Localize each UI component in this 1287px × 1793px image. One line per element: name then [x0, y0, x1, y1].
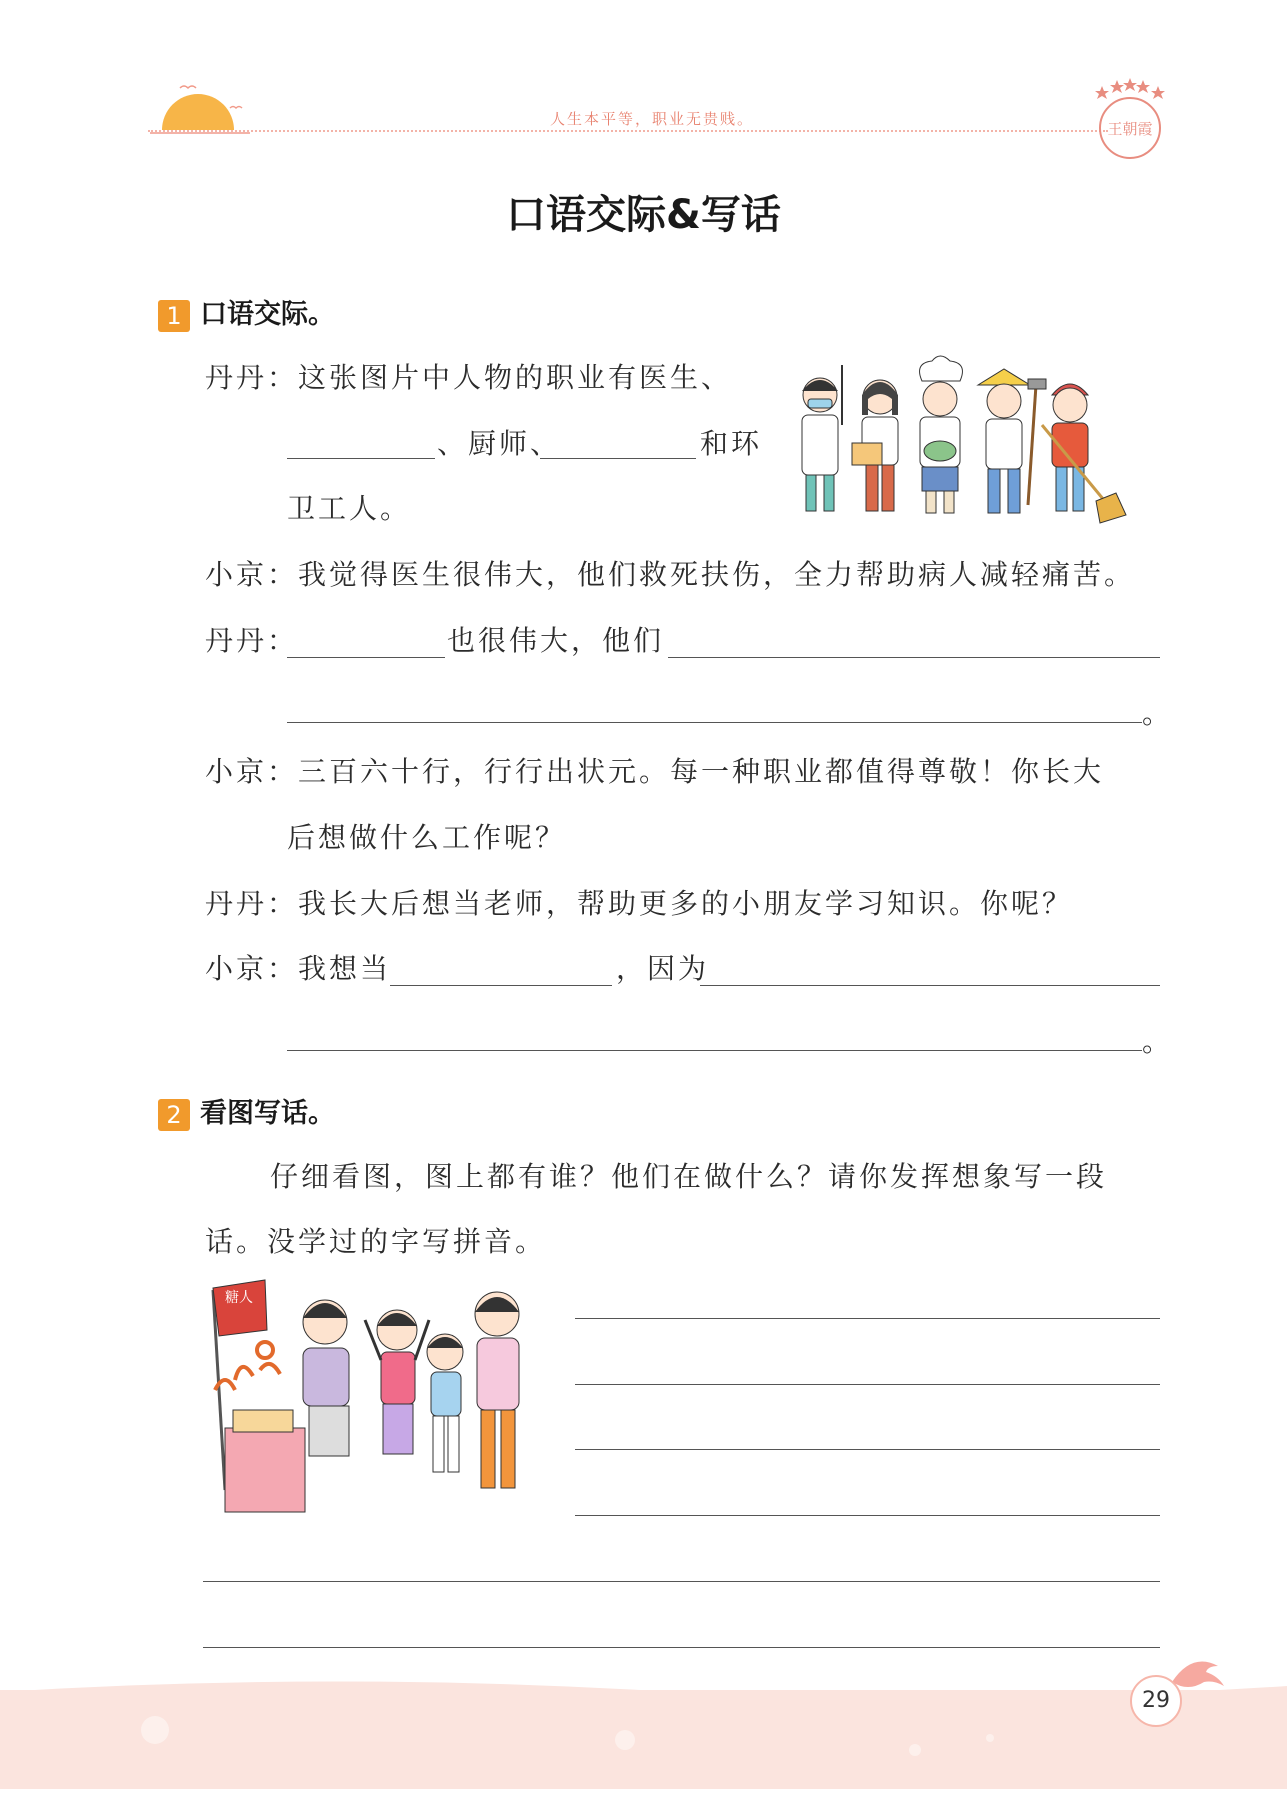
professions-illustration: [790, 355, 1150, 535]
section2-heading: [158, 1091, 335, 1131]
svg-text:糖人: 糖人: [225, 1290, 253, 1306]
writing-line[interactable]: [575, 1515, 1160, 1516]
answer-blank-reason-1-cont[interactable]: [287, 722, 1142, 723]
sugar-figure-scene-illustration: [205, 1270, 535, 1520]
speaker-label: 丹丹：: [205, 624, 299, 657]
dialogue-line: [205, 553, 1135, 593]
writing-line[interactable]: [575, 1318, 1160, 1319]
sanitation-worker-figure: [1042, 384, 1126, 523]
section2-number-badge: 2: [158, 1099, 190, 1131]
sunset-logo: [140, 78, 260, 148]
answer-blank-reason-2[interactable]: [700, 985, 1160, 986]
answer-blank-profession-2[interactable]: [540, 458, 696, 459]
writing-line[interactable]: [203, 1581, 1160, 1582]
line-end-period: 。: [1142, 697, 1171, 730]
page-title: 口语交际&写话: [506, 192, 781, 238]
dialogue-text: 三百六十行，行行出状元。每一种职业都值得尊敬！你长大: [298, 755, 1105, 788]
svg-text:王朝霞: 王朝霞: [1107, 120, 1153, 138]
dialogue-text: 我觉得医生很伟大，他们救死扶伤，全力帮助病人减轻痛苦。: [298, 558, 1136, 591]
dialogue-line: [205, 947, 391, 987]
teacher-figure: [852, 380, 898, 511]
section1-number-badge: 1: [158, 300, 190, 332]
answer-blank-profession-3[interactable]: [287, 657, 445, 658]
section1-heading-text: 口语交际。: [200, 299, 335, 330]
answer-blank-reason-2-cont[interactable]: [287, 1050, 1142, 1051]
dialogue-text: 和环: [700, 427, 763, 460]
page-number: 29: [1130, 1675, 1182, 1727]
dialogue-text: 我想当: [298, 952, 392, 985]
header-divider: [148, 130, 1108, 132]
dialogue-line: [205, 750, 1104, 790]
line-end-period: 。: [1142, 1025, 1171, 1058]
publisher-seal-logo: [1090, 76, 1170, 166]
section1-heading: [158, 292, 335, 332]
speaker-label: 丹丹：: [205, 361, 299, 394]
section2-heading-text: 看图写话。: [200, 1098, 335, 1129]
dialogue-text: 这张图片中人物的职业有医生、: [298, 361, 733, 394]
dialogue-text: 、厨师、: [437, 427, 562, 460]
dialogue-line: [205, 882, 1073, 922]
footer-bubbles: [0, 1690, 1287, 1789]
dialogue-text: 也很伟大，他们: [447, 624, 665, 657]
chef-figure: [920, 356, 963, 513]
footer-band: [0, 1690, 1287, 1789]
speaker-label: 小京：: [205, 952, 299, 985]
answer-blank-profession-1[interactable]: [287, 458, 435, 459]
dialogue-text: 卫工人。: [287, 492, 412, 525]
dialogue-text: 我长大后想当老师，帮助更多的小朋友学习知识。你呢？: [298, 887, 1074, 920]
speaker-label: 小京：: [205, 558, 299, 591]
speaker-label: 丹丹：: [205, 887, 299, 920]
speaker-label: 小京：: [205, 755, 299, 788]
section2-instruction: 话。没学过的字写拼音。: [205, 1225, 547, 1258]
farmer-figure: [978, 369, 1046, 513]
doctor-figure: [802, 365, 842, 511]
dialogue-text: 后想做什么工作呢？: [287, 821, 567, 854]
answer-blank-dream-job[interactable]: [390, 985, 612, 986]
writing-line[interactable]: [575, 1449, 1160, 1450]
answer-blank-reason-1[interactable]: [668, 657, 1160, 658]
section2-instruction: 仔细看图，图上都有谁？他们在做什么？请你发挥想象写一段: [270, 1160, 1108, 1193]
writing-line[interactable]: [203, 1647, 1160, 1648]
writing-line[interactable]: [575, 1384, 1160, 1385]
dialogue-text: ，因为: [616, 952, 710, 985]
header-slogan: 人生本平等，职业无贵贱。: [550, 110, 755, 128]
dialogue-line: [205, 356, 732, 396]
